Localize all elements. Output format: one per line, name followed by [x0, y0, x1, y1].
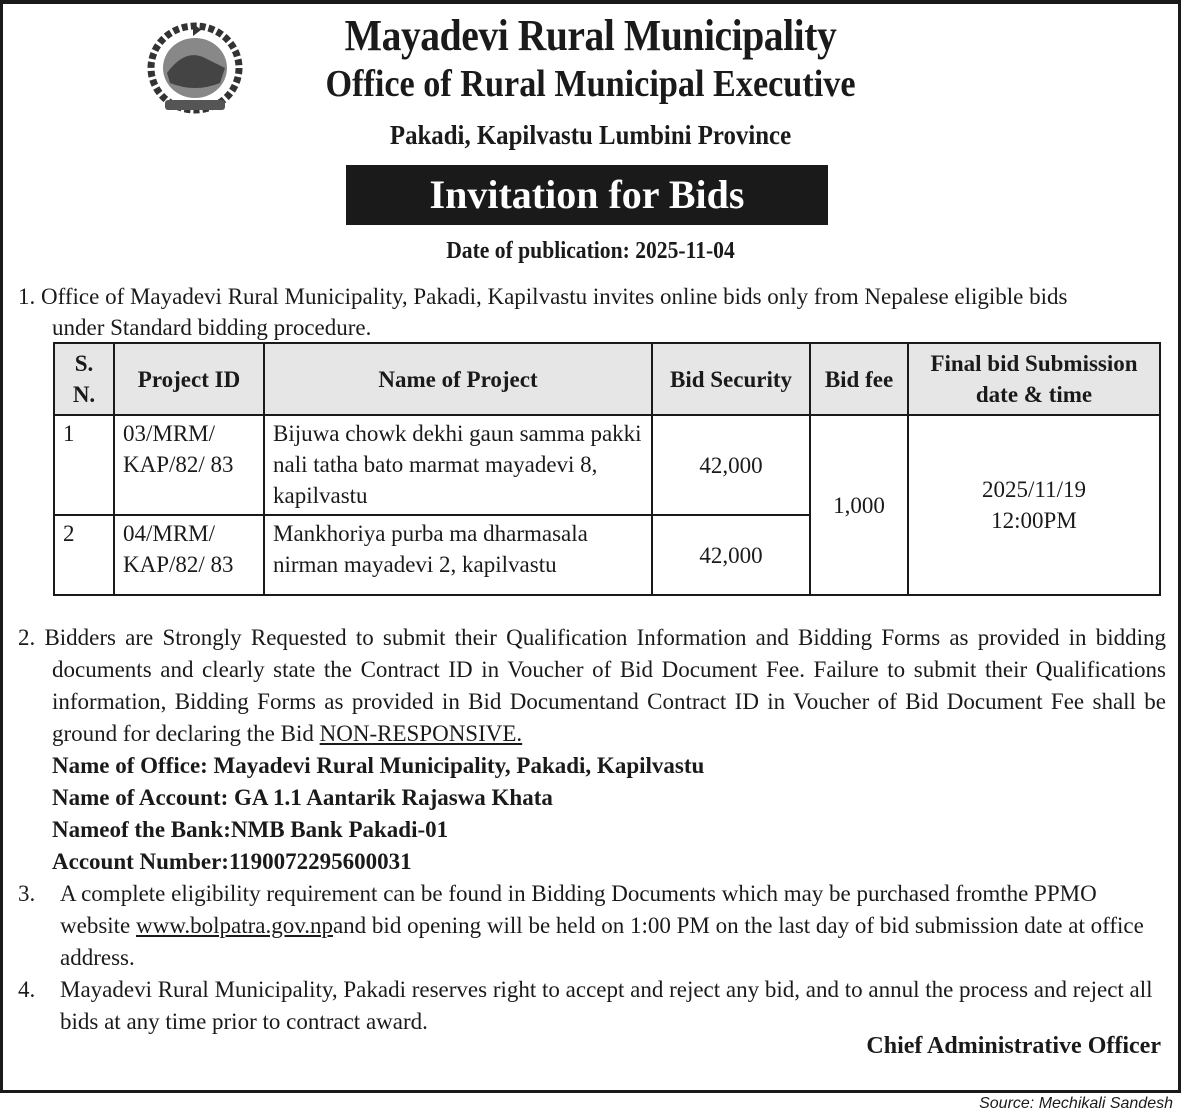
cell-project-name: Mankhoriya purba ma dharmasala nirman mayadevi 2, kapilvastu [264, 515, 652, 595]
table-header-row [54, 343, 1160, 415]
cell-project-id: 04/MRM/ KAP/82/ 83 [114, 515, 264, 595]
header-bid-security: Bid Security [652, 343, 810, 415]
account-number: Account Number:1190072295600031 [52, 849, 412, 874]
cell-bid-fee: 1,000 [810, 415, 908, 595]
projects-table [53, 342, 1161, 596]
notice-title: Invitation for Bids [346, 165, 828, 225]
cell-sn: 1 [54, 415, 114, 515]
source-credit: Source: Mechikali Sandesh [979, 1095, 1173, 1112]
cell-project-name: Bijuwa chowk dekhi gaun samma pakki nali tatha bato marmat mayadevi 8, kapilvastu [264, 415, 652, 515]
section-1-line-1: 1. Office of Mayadevi Rural Municipality, Pakadi, Kapilvastu invites online bids only from Nepalese eligible bids [18, 284, 1068, 309]
office-name: Name of Office: Mayadevi Rural Municipality, Pakadi, Kapilvastu [52, 753, 705, 778]
submission-date: 2025/11/19 [982, 477, 1086, 502]
cell-bid-security: 42,000 [652, 415, 810, 515]
header-project-id: Project ID [114, 343, 264, 415]
table-row [54, 415, 1160, 515]
header-bid-fee: Bid fee [810, 343, 908, 415]
submission-time: 12:00PM [991, 508, 1077, 533]
signatory: Chief Administrative Officer [866, 1033, 1161, 1059]
publication-date: Date of publication: 2025-11-04 [446, 238, 735, 264]
non-responsive-text: NON-RESPONSIVE. [319, 721, 523, 746]
office-subtitle: Office of Rural Municipal Executive [325, 63, 856, 105]
bank-name: Nameof the Bank:NMB Bank Pakadi-01 [52, 817, 449, 842]
municipality-title: Mayadevi Rural Municipality [344, 11, 837, 60]
bolpatra-link[interactable]: www.bolpatra.gov.np [136, 913, 333, 938]
cell-project-id: 03/MRM/ KAP/82/ 83 [114, 415, 264, 515]
section-2 [18, 622, 1166, 878]
cell-bid-security: 42,000 [652, 515, 810, 595]
section-3: 3. A complete eligibility requirement can be found in Bidding Documents which may be purchased fromthe PPMO website www.bolpatra.gov.npand bid opening will be held on 1:00 PM on the last day of bid submission date at office address. [18, 881, 1144, 970]
header-submission-date: Final bid Submission date & time [908, 343, 1160, 415]
sections-3-4 [18, 878, 1166, 1038]
cell-submission [908, 415, 1160, 595]
cell-sn: 2 [54, 515, 114, 595]
section-4: 4. Mayadevi Rural Municipality, Pakadi reserves right to accept and reject any bid, and to annul the process and reject all bids at any time prior to contract award. [18, 977, 1153, 1034]
address: Pakadi, Kapilvastu Lumbini Province [389, 120, 792, 150]
account-name: Name of Account: GA 1.1 Aantarik Rajaswa Khata [52, 785, 553, 810]
header-sn: S. N. [54, 343, 114, 415]
section-1-line-2: under Standard bidding procedure. [52, 315, 372, 340]
section-2-text: 2. Bidders are Strongly Requested to submit their Qualification Information and Bidding Forms as provided in bidding documents and clearly state the Contract ID in Voucher of Bid Document Fee. Failure to submit their Qualifications information, Bidding Forms as provided in Bid Documentand Contract ID in Voucher of Bid Document Fee shall be ground for declaring the Bid NON-RESPONSIVE. [18, 625, 1166, 746]
section-1 [18, 281, 1166, 343]
header-project-name: Name of Project [264, 343, 652, 415]
